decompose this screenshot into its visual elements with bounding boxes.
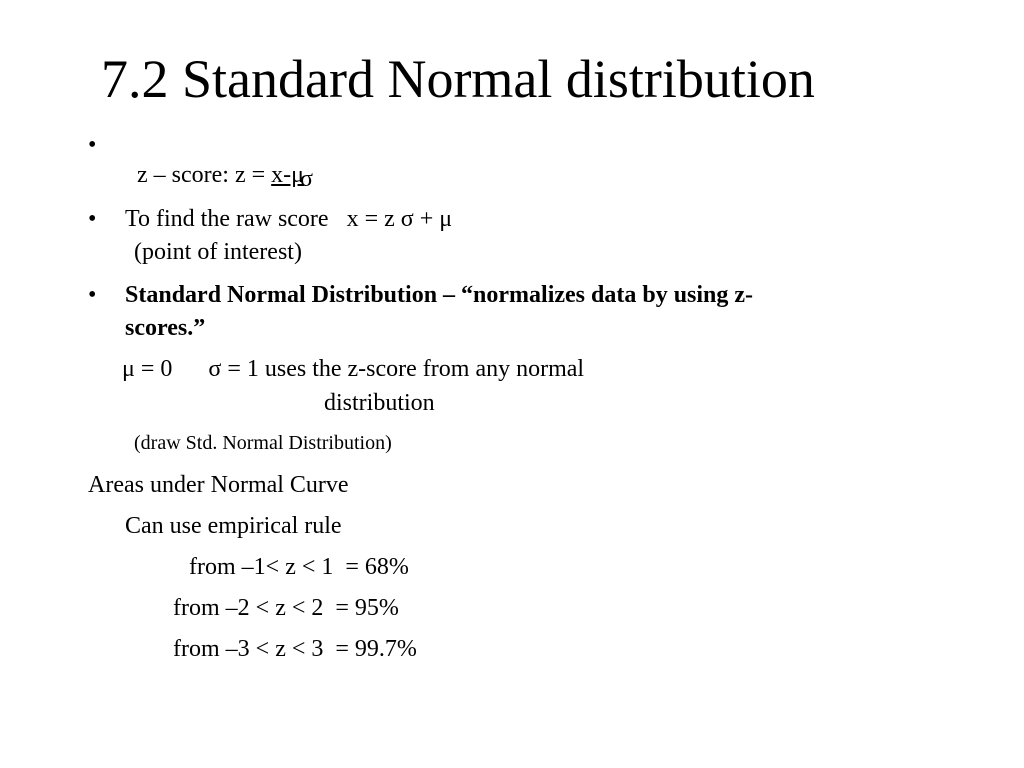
bullet-marker: • [88, 282, 97, 308]
z-score-denominator: σ [300, 166, 313, 192]
z-score-formula [125, 130, 304, 190]
z-score-numerator: x-μ [271, 162, 305, 188]
rule-two-sigma: from –2 < z < 2 = 95% [173, 595, 399, 621]
draw-note: (draw Std. Normal Distribution) [134, 432, 392, 454]
std-normal-definition-cont: scores.” [125, 315, 206, 341]
params-line-cont: distribution [324, 390, 435, 416]
rule-one-sigma: from –1< z < 1 = 68% [189, 554, 409, 580]
params-line: μ = 0 σ = 1 uses the z-score from any normal [122, 356, 585, 382]
bullet-marker: • [88, 132, 97, 158]
bullet-marker: • [88, 206, 97, 232]
raw-score-formula: To find the raw score x = z σ + μ [125, 206, 453, 232]
raw-score-note: (point of interest) [134, 239, 302, 265]
empirical-heading: Can use empirical rule [125, 513, 342, 539]
areas-heading: Areas under Normal Curve [88, 472, 349, 498]
rule-three-sigma: from –3 < z < 3 = 99.7% [173, 636, 417, 662]
z-score-label: z – score: z = [137, 162, 272, 188]
std-normal-definition: Standard Normal Distribution – “normalizes data by using z- [125, 282, 754, 308]
slide-title: 7.2 Standard Normal distribution [101, 49, 815, 109]
